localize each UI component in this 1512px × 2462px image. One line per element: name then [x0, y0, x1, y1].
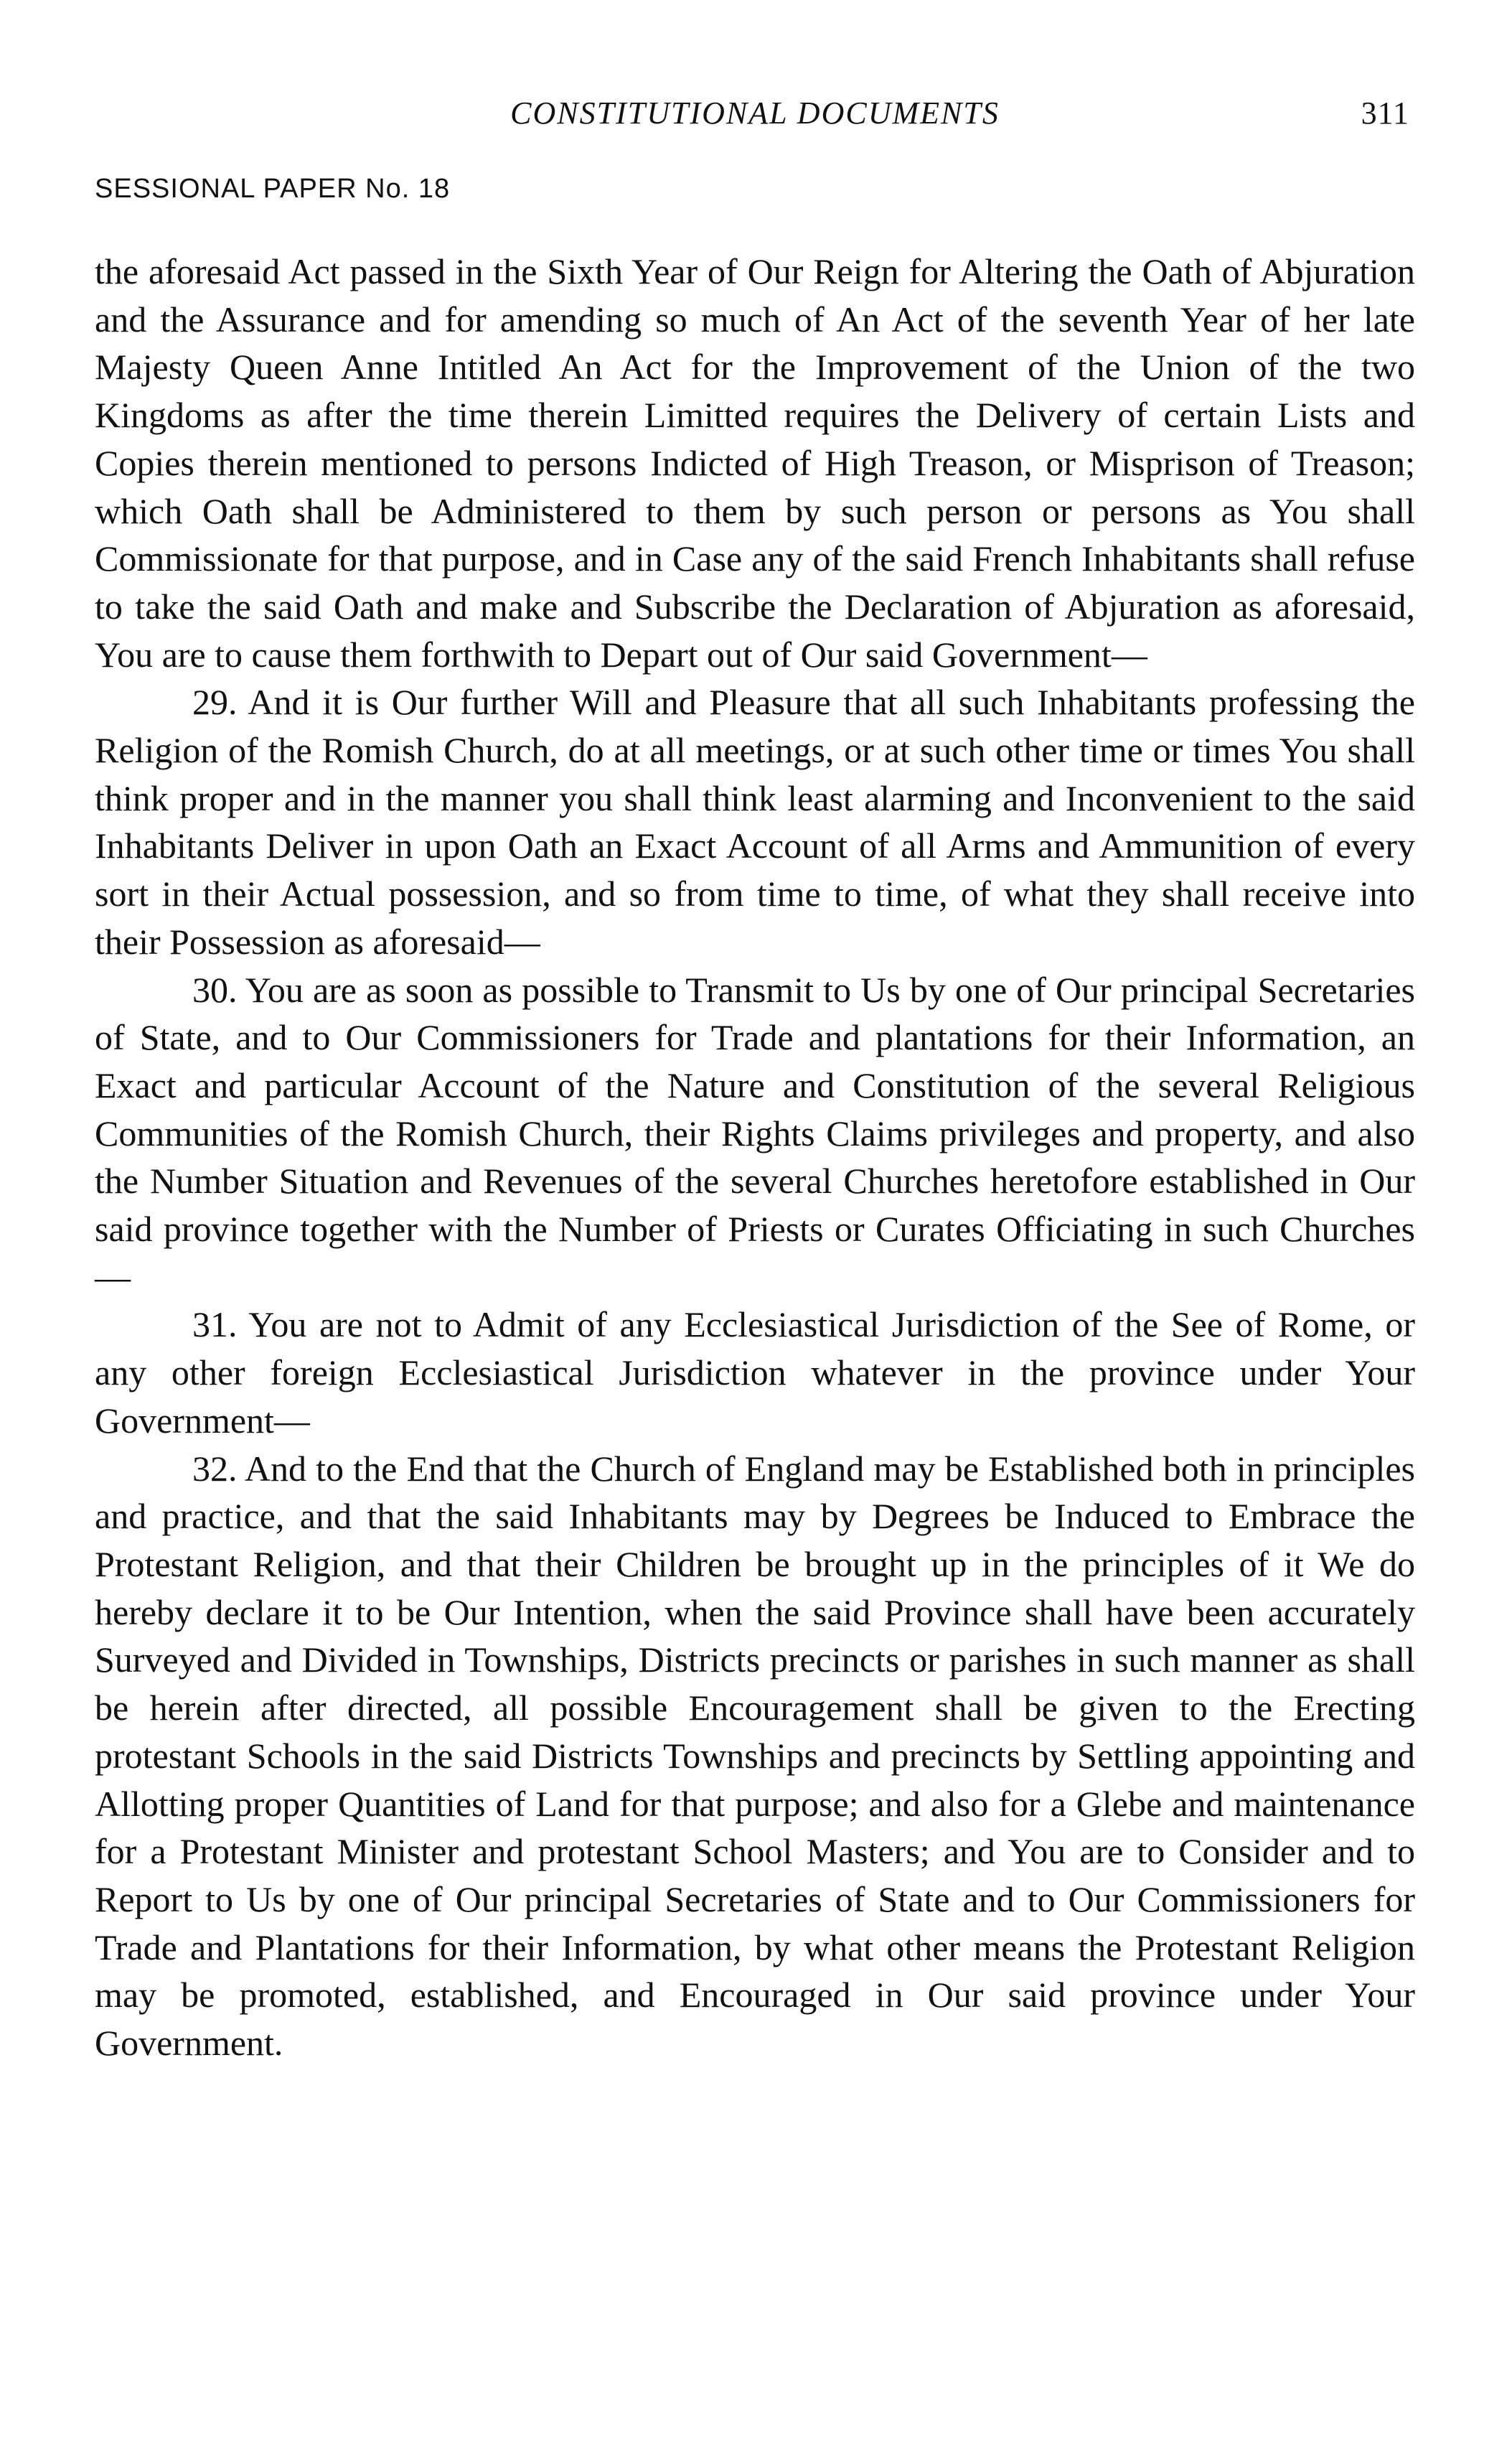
- paragraph-continuation: the aforesaid Act passed in the Sixth Year of Our Reign for Altering the Oath of Abjuration and the Assurance and for amending so much of An Act of the seventh Year of her late Majesty Queen Anne Intitled An Act for the Improvement of the Union of the two Kingdoms as after the time therein Limitted requires the Delivery of certain Lists and Copies therein mentioned to persons Indicted of High Treason, or Misprison of Treason; which Oath shall be Administered to them by such person or persons as You shall Commissionate for that purpose, and in Case any of the said French Inhabitants shall refuse to take the said Oath and make and Subscribe the Declaration of Abjuration as aforesaid, You are to cause them forthwith to Depart out of Our said Government—: [95, 251, 1415, 675]
- paragraph-32: 32. And to the End that the Church of England may be Established both in principles and practice, and that the said Inhabitants may by Degrees be Induced to Embrace the Protestant Religion, and that their Children be brought up in the principles of it We do hereby declare it to be Our Intention, when the said Province shall have been accurately Surveyed and Divided in Townships, Districts precincts or parishes in such manner as shall be herein after directed, all possible Encouragement shall be given to the Erecting protestant Schools in the said Districts Townships and precincts by Settling appointing and Allotting proper Quantities of Land for that purpose; and also for a Glebe and maintenance for a Protestant Minister and protestant School Masters; and You are to Consider and to Report to Us by one of Our principal Secretaries of State and to Our Commissioners for Trade and Plantations for their Information, by what other means the Protestant Religion may be promoted, established, and Encouraged in Our said province under Your Government.: [95, 1448, 1415, 2064]
- page-number: 311: [1361, 95, 1409, 131]
- sessional-paper-label: SESSIONAL PAPER No. 18: [95, 174, 451, 204]
- body-text: [95, 248, 1415, 2067]
- paragraph-31: 31. You are not to Admit of any Ecclesiastical Jurisdiction of the See of Rome, or any other foreign Ecclesiastical Jurisdiction whatever in the province under Your Government—: [95, 1304, 1415, 1441]
- running-head: [95, 95, 1415, 138]
- running-title: CONSTITUTIONAL DOCUMENTS: [510, 95, 1000, 131]
- paragraph-29: 29. And it is Our further Will and Pleasure that all such Inhabitants professing the Religion of the Romish Church, do at all meetings, or at such other time or times You shall think proper and in the manner you shall think least alarming and Inconvenient to the said Inhabitants Deliver in upon Oath an Exact Account of all Arms and Ammunition of every sort in their Actual possession, and so from time to time, of what they shall receive into their Possession as aforesaid—: [95, 682, 1415, 962]
- paragraph-30: 30. You are as soon as possible to Transmit to Us by one of Our principal Secretaries of State, and to Our Commissioners for Trade and plantations for their Information, an Exact and particular Account of the Nature and Constitution of the several Religious Communities of the Romish Church, their Rights Claims privileges and property, and also the Number Situation and Revenues of the several Churches heretofore established in Our said province together with the Number of Priests or Curates Officiating in such Churches—: [95, 969, 1415, 1297]
